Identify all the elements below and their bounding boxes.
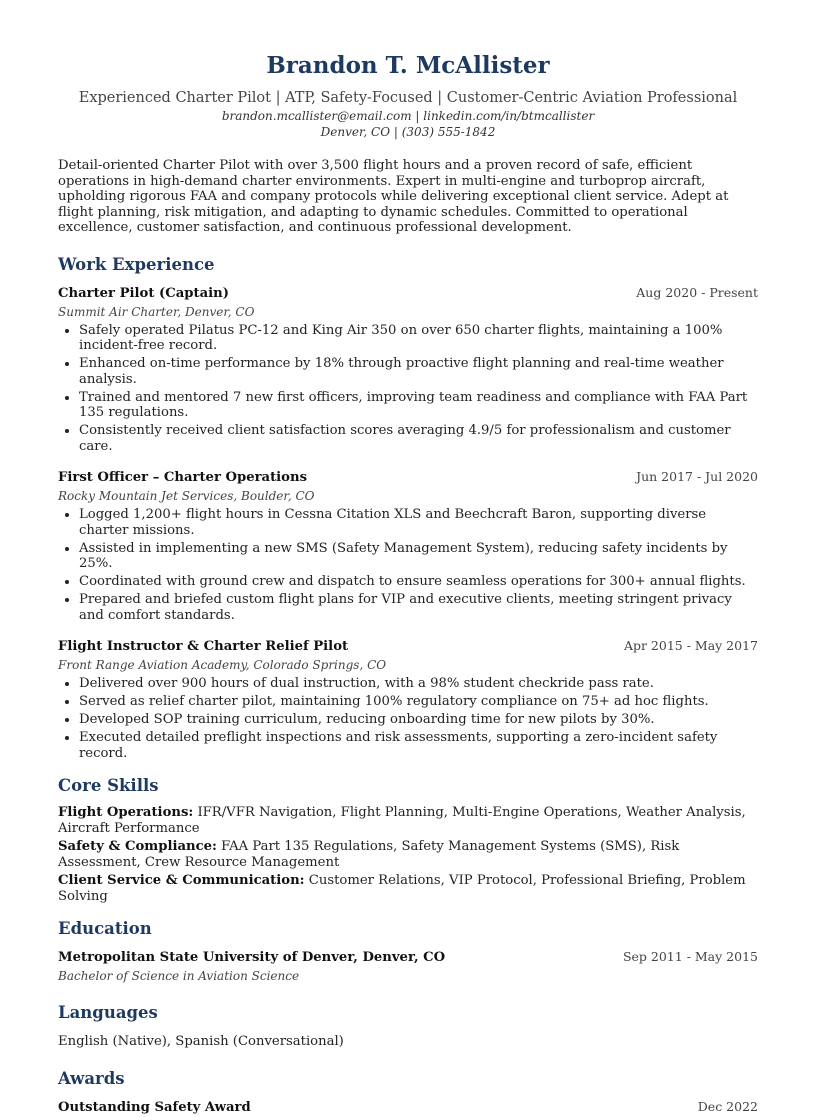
section-title-core-skills: Core Skills [58, 776, 159, 795]
skill-label: Safety & Compliance: [58, 839, 217, 854]
bullet-item: • Developed SOP training curriculum, reducing onboarding time for new pilots by 30%. [79, 712, 758, 728]
award-title: Outstanding Safety Award [58, 1100, 251, 1115]
resume-page [58, 50, 758, 1117]
job-date: Aug 2020 - Present [636, 284, 758, 300]
skill-line [58, 873, 758, 904]
candidate-name: Brandon T. McAllister [266, 52, 550, 79]
job-date: Jun 2017 - Jul 2020 [636, 469, 758, 484]
job-entry [58, 284, 758, 455]
bullet-item: • Assisted in implementing a new SMS (Safety Management System), reducing safety incidents by 25%. [79, 541, 758, 572]
professional-summary: Detail-oriented Charter Pilot with over 3,500 flight hours and a proven record of safe, efficient operations in high-demand charter environments. Expert in multi-engine and turboprop aircraft, upholding rigorous FAA and company protocols while delivering exceptional client service. Adept at flight planning, risk mitigation, and adapting to dynamic schedules. Committed to operational excellence, customer satisfaction, and continuous professional development. [58, 158, 729, 235]
bullet-item: • Trained and mentored 7 new first officers, improving team readiness and compliance with FAA Part 135 regulations. [79, 390, 758, 421]
bullet-item: • Consistently received client satisfaction scores averaging 4.9/5 for professionalism and customer care. [79, 423, 758, 454]
skill-text: IFR/VFR Navigation, Flight Planning, Multi-Engine Operations, Weather Analysis, Aircraft Performance [58, 805, 746, 836]
skill-label: Client Service & Communication: [58, 873, 305, 888]
contact-line-location-phone: Denver, CO | (303) 555-1842 [320, 125, 496, 139]
skill-text: Customer Relations, VIP Protocol, Professional Briefing, Problem Solving [58, 873, 746, 904]
contact-line-email-linkedin: brandon.mcallister@email.com | linkedin.com/in/btmcallister [221, 109, 595, 123]
languages-text: English (Native), Spanish (Conversational) [58, 1034, 344, 1049]
candidate-tagline: Experienced Charter Pilot | ATP, Safety-Focused | Customer-Centric Aviation Professional [78, 90, 738, 106]
award-date: Dec 2022 [697, 1099, 758, 1114]
bullet-item: • Coordinated with ground crew and dispatch to ensure seamless operations for 300+ annual flights. [79, 574, 758, 590]
job-organization: Front Range Aviation Academy, Colorado Springs, CO [58, 658, 387, 672]
section-title-languages: Languages [58, 1003, 158, 1022]
skill-line [58, 839, 758, 870]
job-bullets [58, 323, 758, 455]
job-header [58, 468, 758, 487]
skill-line [58, 805, 758, 836]
job-organization: Rocky Mountain Jet Services, Boulder, CO [58, 489, 315, 503]
section-title-work-experience: Work Experience [58, 254, 215, 274]
education-header [58, 948, 758, 967]
bullet-item: • Safely operated Pilatus PC-12 and King Air 350 on over 650 charter flights, maintaining a 100% incident-free record. [79, 323, 758, 354]
award-header [58, 1098, 758, 1117]
bullet-item: • Prepared and briefed custom flight plans for VIP and executive clients, meeting stringent privacy and comfort standards. [79, 592, 758, 623]
job-bullets [58, 507, 758, 623]
bullet-item: • Executed detailed preflight inspections and risk assessments, supporting a zero-incident safety record. [79, 730, 758, 761]
job-header [58, 637, 758, 656]
education-entry [58, 948, 758, 984]
job-date: Apr 2015 - May 2017 [623, 638, 758, 653]
bullet-item: • Served as relief charter pilot, maintaining 100% regulatory compliance on 75+ ad hoc flights. [79, 694, 758, 710]
skill-label: Flight Operations: [58, 805, 194, 820]
school-name: Metropolitan State University of Denver, Denver, CO [58, 950, 446, 965]
bullet-item: • Enhanced on-time performance by 18% through proactive flight planning and real-time weather analysis. [79, 356, 758, 387]
skills-list [58, 805, 758, 904]
job-header [58, 284, 758, 303]
section-title-awards: Awards [58, 1069, 125, 1088]
skill-text: FAA Part 135 Regulations, Safety Management Systems (SMS), Risk Assessment, Crew Resource Management [58, 839, 680, 870]
degree: Bachelor of Science in Aviation Science [58, 969, 300, 983]
job-title: First Officer – Charter Operations [58, 470, 307, 485]
section-title-education: Education [58, 919, 152, 938]
bullet-item: • Logged 1,200+ flight hours in Cessna Citation XLS and Beechcraft Baron, supporting diverse charter missions. [79, 507, 758, 538]
job-entry [58, 637, 758, 761]
job-title: Flight Instructor & Charter Relief Pilot [58, 639, 349, 654]
job-title: Charter Pilot (Captain) [58, 285, 229, 301]
job-entry [58, 468, 758, 623]
job-bullets [58, 676, 758, 761]
award-entry [58, 1098, 758, 1117]
education-date: Sep 2011 - May 2015 [622, 949, 758, 964]
job-organization: Summit Air Charter, Denver, CO [58, 304, 255, 319]
bullet-item: • Delivered over 900 hours of dual instruction, with a 98% student checkride pass rate. [79, 676, 758, 692]
